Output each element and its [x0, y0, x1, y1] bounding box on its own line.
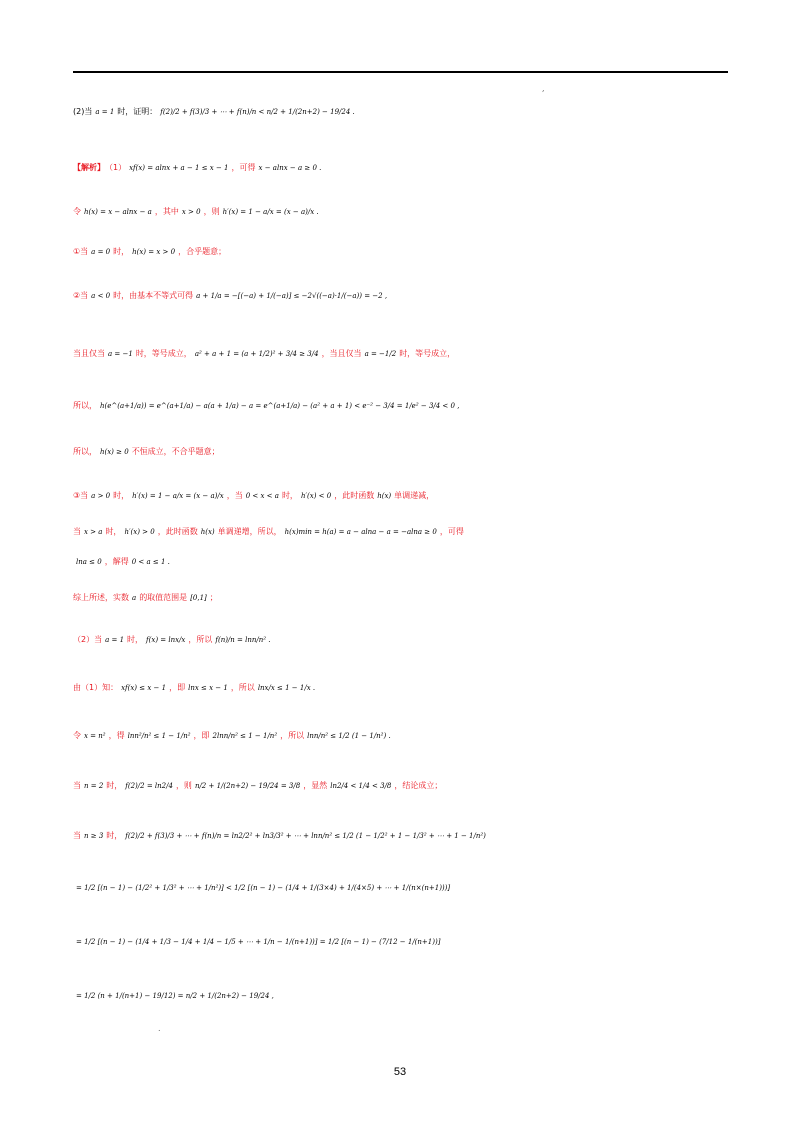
- text-run: 时，等号成立，: [135, 349, 192, 358]
- text-line: [73, 730, 733, 741]
- math-expression: a = −1/2: [364, 349, 397, 358]
- text-line: [73, 162, 733, 173]
- text-line: [73, 106, 733, 117]
- math-expression: 0 < a ≤ 1 .: [131, 557, 170, 566]
- text-run: 令: [73, 731, 81, 740]
- math-expression: h(x) ≥ 0: [100, 447, 129, 456]
- text-run: 时，证明：: [117, 107, 158, 116]
- text-run: ，得: [108, 731, 125, 740]
- math-expression: h′(x) > 0: [124, 527, 155, 536]
- page-number: 53: [393, 1066, 407, 1078]
- math-expression: lnn²/n² ≤ 1 − 1/n²: [127, 731, 191, 740]
- text-run: 单调递减，: [394, 491, 435, 500]
- text-run: 的取值范围是: [139, 593, 188, 602]
- text-run: 时，: [127, 635, 144, 644]
- text-run: ，当: [226, 491, 243, 500]
- text-run: 当: [73, 831, 81, 840]
- text-run: ，即: [193, 731, 210, 740]
- text-run: 时，: [113, 247, 130, 256]
- math-expression: a = 0: [91, 247, 111, 256]
- text-line: [73, 780, 733, 791]
- text-line: [73, 556, 733, 567]
- text-run: ，即: [169, 683, 186, 692]
- text-run: ③当: [73, 491, 89, 500]
- math-expression: x > a: [84, 527, 103, 536]
- text-run: 令: [73, 207, 81, 216]
- text-run: ，则: [203, 207, 220, 216]
- text-run: 时，: [106, 831, 123, 840]
- text-run: ②当: [73, 291, 89, 300]
- math-expression: 0 < x < a: [245, 491, 279, 500]
- header-rule: [73, 71, 728, 73]
- stray-mark: .: [158, 1024, 161, 1033]
- text-run: ，显然: [303, 781, 328, 790]
- text-run: ，所以: [188, 635, 213, 644]
- math-expression: h(e^(a+1/a)) = e^(a+1/a) − a(a + 1/a) − a = e^(a+1/a) − (a² + a + 1) < e⁻² − 3/4 = 1/e² − 3/4 < 0 ,: [100, 401, 460, 410]
- text-run: ，所以: [280, 731, 305, 740]
- math-expression: lnx ≤ x − 1: [188, 683, 228, 692]
- math-expression: lnx/x ≤ 1 − 1/x .: [257, 683, 316, 692]
- math-expression: x − alnx − a ≥ 0 .: [258, 163, 322, 172]
- text-run: ，此时函数: [334, 491, 375, 500]
- math-expression: f(x) = lnx/x: [146, 635, 186, 644]
- math-expression: h(x) = x > 0: [132, 247, 176, 256]
- math-expression: f(n)/n = lnn/n² .: [215, 635, 271, 644]
- math-expression: a = −1: [108, 349, 133, 358]
- math-expression: 2lnn/n² ≤ 1 − 1/n²: [212, 731, 278, 740]
- math-expression: ln2/4 < 1/4 < 3/8: [330, 781, 392, 790]
- math-expression: h(x): [377, 491, 392, 500]
- math-expression: h′(x) = 1 − a/x = (x − a)/x: [132, 491, 224, 500]
- text-run: 综上所述，实数: [73, 593, 129, 602]
- text-line: [73, 246, 733, 257]
- text-line: [73, 400, 733, 411]
- text-line: [73, 348, 733, 359]
- text-line: [73, 938, 733, 946]
- text-run: ；: [209, 593, 218, 602]
- text-run: 所以，: [73, 447, 97, 456]
- text-run: 当: [73, 527, 81, 536]
- text-run: ，可得: [231, 163, 256, 172]
- math-expression: f(2)/2 + f(3)/3 + ⋯ + f(n)/n = ln2/2² + ln3/3² + ⋯ + lnn/n² ≤ 1/2 (1 − 1/2² + 1 − 1/3² + ⋯ + 1 − 1/n²): [125, 831, 486, 840]
- math-expression: a: [132, 593, 137, 602]
- text-run: ，解得: [104, 557, 129, 566]
- math-expression: h′(x) < 0: [300, 491, 332, 500]
- math-expression: f(2)/2 + f(3)/3 + ⋯ + f(n)/n < n/2 + 1/(2n+2) − 19/24 .: [160, 107, 355, 116]
- math-expression: f(2)/2 = ln2/4: [125, 781, 173, 790]
- text-run: 时，: [281, 491, 298, 500]
- text-run: 当: [73, 781, 81, 790]
- math-expression: a = 1: [105, 635, 125, 644]
- math-expression: a + 1/a = −[(−a) + 1/(−a)] ≤ −2√((−a)·1/(−a)) = −2 ,: [196, 291, 388, 300]
- math-expression: x > 0: [181, 207, 201, 216]
- math-expression: h(x)min = h(a) = a − alna − a = −alna ≥ 0: [284, 527, 437, 536]
- text-run: ，所以: [230, 683, 255, 692]
- text-run: 当且仅当: [73, 349, 105, 358]
- text-run: ，合乎题意；: [178, 247, 227, 256]
- math-expression: x = n²: [84, 731, 106, 740]
- text-line: [73, 830, 733, 841]
- text-line: [73, 206, 733, 217]
- text-run: （1）: [105, 163, 127, 172]
- text-line: [73, 992, 733, 1000]
- math-expression: n/2 + 1/(2n+2) − 19/24 = 3/8: [194, 781, 301, 790]
- text-run: 时，由基本不等式可得: [113, 291, 194, 300]
- text-line: [73, 490, 733, 501]
- text-run: ，此时函数: [157, 527, 198, 536]
- math-expression: [0,1]: [190, 593, 207, 602]
- math-expression: lna ≤ 0: [76, 557, 102, 566]
- text-run: 时，: [106, 781, 123, 790]
- text-run: ，其中: [154, 207, 179, 216]
- math-expression: a = 1: [95, 107, 115, 116]
- math-expression: n = 2: [84, 781, 104, 790]
- text-run: ①当: [73, 247, 89, 256]
- math-expression: = 1/2 (n + 1/(n+1) − 19/12) = n/2 + 1/(2n+2) − 19/24 ,: [76, 992, 274, 1000]
- math-expression: a > 0: [91, 491, 111, 500]
- text-run: 【解析】: [73, 163, 105, 172]
- text-run: 单调递增，所以，: [217, 527, 282, 536]
- text-run: 不恒成立，不合乎题意；: [131, 447, 220, 456]
- text-run: 时，: [113, 491, 130, 500]
- text-line: [73, 290, 733, 301]
- text-line: [73, 884, 733, 892]
- text-run: (2)当: [73, 107, 93, 116]
- math-expression: xf(x) ≤ x − 1: [121, 683, 167, 692]
- math-expression: xf(x) = alnx + a − 1 ≤ x − 1: [129, 163, 229, 172]
- math-expression: lnn/n² ≤ 1/2 (1 − 1/n²) .: [307, 731, 391, 740]
- text-run: ，可得: [439, 527, 464, 536]
- text-line: [73, 526, 733, 537]
- math-expression: a < 0: [91, 291, 111, 300]
- text-run: 时，: [105, 527, 122, 536]
- stray-mark: ,: [542, 84, 545, 93]
- math-expression: h′(x) = 1 − a/x = (x − a)/x .: [222, 207, 319, 216]
- math-expression: h(x): [200, 527, 215, 536]
- math-expression: n ≥ 3: [84, 831, 104, 840]
- text-line: [73, 446, 733, 457]
- text-line: [73, 682, 733, 693]
- math-expression: h(x) = x − alnx − a: [84, 207, 152, 216]
- text-run: ，结论成立；: [394, 781, 443, 790]
- text-line: [73, 592, 733, 603]
- text-run: ，当且仅当: [321, 349, 362, 358]
- text-line: [73, 634, 733, 645]
- math-expression: = 1/2 [(n − 1) − (1/4 + 1/3 − 1/4 + 1/4 − 1/5 + ⋯ + 1/n − 1/(n+1))] = 1/2 [(n − 1) − (7/12 − 1/(n+1))]: [76, 938, 441, 946]
- math-expression: = 1/2 [(n − 1) − (1/2² + 1/3² + ⋯ + 1/n²)] < 1/2 [(n − 1) − (1/4 + 1/(3×4) + 1/(4×5) + ⋯ + 1/(n×(n+1)))]: [76, 884, 451, 892]
- text-run: ，则: [175, 781, 192, 790]
- text-run: 时，等号成立，: [399, 349, 456, 358]
- text-run: 由（1）知：: [73, 683, 119, 692]
- text-run: 所以，: [73, 401, 97, 410]
- text-run: （2）当: [73, 635, 103, 644]
- math-expression: a² + a + 1 = (a + 1/2)² + 3/4 ≥ 3/4: [194, 349, 319, 358]
